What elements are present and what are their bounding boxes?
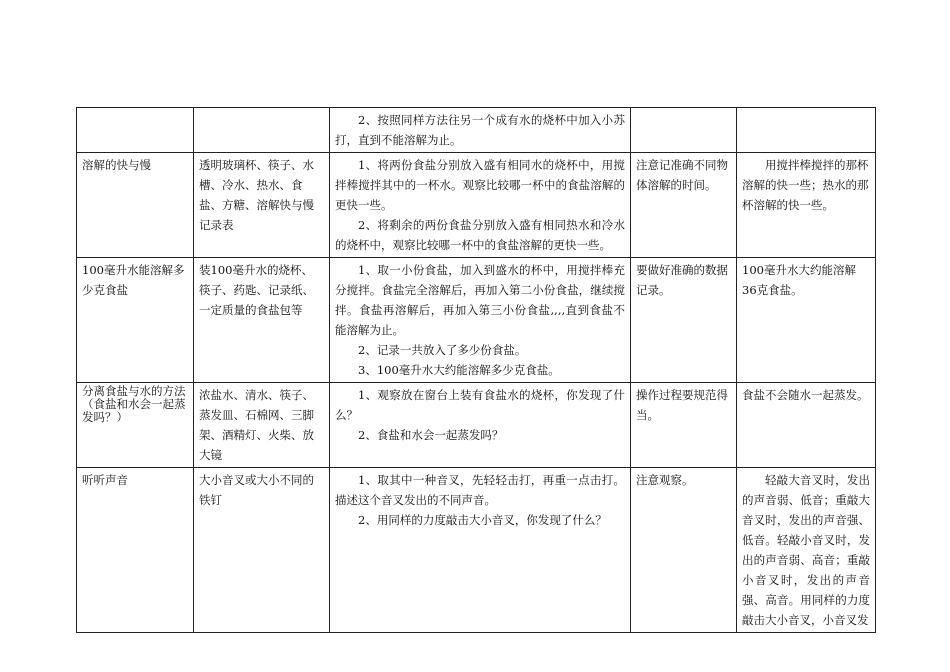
step-text: 1、取一小份食盐，加入到盛水的杯中，用搅拌棒充分搅拌。食盐完全溶解后，再加入第二小份食盐，继续搅拌。食盐再溶解后，再加入第三小份食盐,,,,直到食盐不能溶解为止。 [335,263,625,337]
notes-cell [631,108,737,153]
materials-cell: 浓盐水、清水、筷子、蒸发皿、石棉网、三脚架、酒精灯、火柴、放大镜 [194,383,330,468]
materials-cell: 透明玻璃杯、筷子、水槽、冷水、热水、食盐、方糖、溶解快与慢记录表 [194,153,330,258]
topic-cell: 听听声音 [77,468,194,633]
materials-cell: 装100毫升水的烧杯、筷子、药匙、记录纸、一定质量的食盐包等 [194,258,330,383]
table-row [77,468,876,633]
table-row [77,108,876,153]
table-row [77,383,876,468]
conclusion-cell: 轻敲大音叉时，发出的声音弱、低音；重敲大音叉时，发出的声音强、低音。轻敲小音叉时，发出的声音弱、高音；重敲小音叉时，发出的声音强、高音。用同样的力度敲击大小音叉，小音叉发 [737,468,876,633]
topic-cell [77,108,194,153]
step-text: 2、按照同样方法往另一个成有水的烧杯中加入小苏打，直到不能溶解为止。 [335,113,625,147]
step-text: 2、将剩余的两份食盐分别放入盛有相同热水和冷水的烧杯中，观察比较哪一杯中的食盐溶解的更快一些。 [335,218,625,252]
step-text: 3、100毫升水大约能溶解多少克食盐。 [358,363,560,377]
materials-cell [194,108,330,153]
steps-cell [330,258,631,383]
step-text: 2、记录一共放入了多少份食盐。 [358,343,527,357]
materials-cell: 大小音叉或大小不同的铁钉 [194,468,330,633]
steps-cell [330,383,631,468]
conclusion-cell: 100毫升水大约能溶解36克食盐。 [737,258,876,383]
conclusion-cell [737,108,876,153]
topic-cell: 分离食盐与水的方法（食盐和水会一起蒸发吗？） [77,383,194,468]
notes-cell: 注意记准确不同物体溶解的时间。 [631,153,737,258]
notes-cell: 要做好准确的数据记录。 [631,258,737,383]
step-text: 1、取其中一种音叉，先轻轻击打，再重一点击打。描述这个音叉发出的不同声音。 [335,473,625,507]
conclusion-cell: 食盐不会随水一起蒸发。 [737,383,876,468]
steps-cell [330,153,631,258]
notes-cell: 操作过程要规范得当。 [631,383,737,468]
conclusion-cell: 用搅拌棒搅拌的那杯溶解的快一些；热水的那杯溶解的快一些。 [737,153,876,258]
step-text: 1、将两份食盐分别放入盛有相同水的烧杯中，用搅拌棒搅拌其中的一杯水。观察比较哪一杯中的食盐溶解的更快一些。 [335,158,625,212]
step-text: 2、食盐和水会一起蒸发吗？ [358,428,504,442]
step-text: 1、观察放在窗台上装有食盐水的烧杯，你发现了什么？ [335,388,625,422]
steps-cell [330,468,631,633]
topic-cell: 溶解的快与慢 [77,153,194,258]
table-row [77,153,876,258]
step-text: 2、用同样的力度敲击大小音叉，你发现了什么？ [358,513,607,527]
topic-cell: 100毫升水能溶解多少克食盐 [77,258,194,383]
notes-cell: 注意观察。 [631,468,737,633]
experiment-table [76,107,876,633]
table-row [77,258,876,383]
steps-cell [330,108,631,153]
